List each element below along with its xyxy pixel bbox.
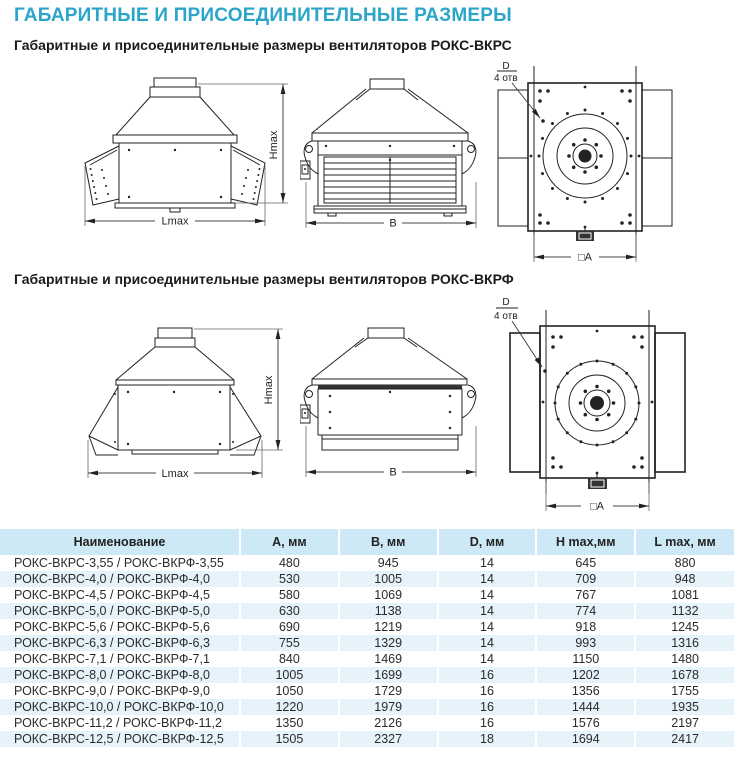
hmax-label: Hmax [268, 130, 280, 160]
dimension-value-cell: 1005 [339, 571, 438, 587]
section-vkrf-title: Габаритные и присоединительные размеры вентиляторов РОКС-ВКРФ [14, 271, 514, 287]
model-name-cell: РОКС-ВКРС-5,0 / РОКС-ВКРФ-5,0 [14, 604, 210, 618]
dimension-value-cell: 14 [438, 555, 537, 571]
dimension-value-cell: 755 [240, 635, 339, 651]
dimension-value-cell: 1350 [240, 715, 339, 731]
section-vkrs-title: Габаритные и присоединительные размеры вентиляторов РОКС-ВКРС [14, 37, 512, 53]
dimension-value-cell: 1694 [536, 731, 635, 747]
table-row [0, 571, 734, 587]
model-name-cell: РОКС-ВКРС-5,6 / РОКС-ВКРФ-5,6 [14, 620, 210, 634]
dimension-value-cell: 14 [438, 603, 537, 619]
table-row [0, 619, 734, 635]
mounting-holes-callout [494, 61, 545, 123]
column-header-dimension: В, мм [339, 529, 438, 555]
dimension-value-cell: 948 [635, 571, 734, 587]
table-row [0, 667, 734, 683]
dimension-value-cell: 690 [240, 619, 339, 635]
model-name-cell: РОКС-ВКРС-9,0 / РОКС-ВКРФ-9,0 [14, 684, 210, 698]
impeller-circles [538, 109, 633, 204]
model-name-cell: РОКС-ВКРС-3,55 / РОКС-ВКРФ-3,55 [14, 556, 224, 570]
dimension-value-cell: 16 [438, 683, 537, 699]
column-header-name: Наименование [0, 529, 240, 555]
vkrf-front-view-drawing [20, 292, 300, 517]
louvers [324, 157, 456, 203]
dimension-value-cell: 1220 [240, 699, 339, 715]
model-name-cell: РОКС-ВКРС-11,2 / РОКС-ВКРФ-11,2 [14, 716, 222, 730]
model-name-cell: РОКС-ВКРС-8,0 / РОКС-ВКРФ-8,0 [14, 668, 210, 682]
dimension-value-cell: 2197 [635, 715, 734, 731]
vkrf-drawings-row [0, 292, 734, 528]
dimensions-table [0, 529, 734, 747]
vkrs-top-view-drawing [490, 58, 734, 268]
table-row [0, 651, 734, 667]
dimension-value-cell: 14 [438, 651, 537, 667]
vkrf-side-view-drawing [300, 292, 490, 517]
dimension-value-cell: 1138 [339, 603, 438, 619]
dimension-value-cell: 14 [438, 587, 537, 603]
column-header-dimension: H max,мм [536, 529, 635, 555]
model-name-cell: РОКС-ВКРС-4,5 / РОКС-ВКРФ-4,5 [14, 588, 210, 602]
dimension-value-cell: 1219 [339, 619, 438, 635]
lmax-dimension [88, 440, 262, 480]
motor-box [300, 405, 310, 423]
table-row [0, 699, 734, 715]
table-body [0, 555, 734, 747]
hmax-dimension [194, 329, 283, 450]
model-name-cell: РОКС-ВКРС-10,0 / РОКС-ВКРФ-10,0 [14, 700, 224, 714]
dimension-value-cell: 1505 [240, 731, 339, 747]
d-label: D [502, 297, 510, 308]
impeller-circles [554, 360, 641, 447]
dimension-value-cell: 1150 [536, 651, 635, 667]
vkrs-side-view-drawing [300, 58, 490, 263]
dimension-value-cell: 840 [240, 651, 339, 667]
dimension-value-cell: 1755 [635, 683, 734, 699]
dimension-value-cell: 1444 [536, 699, 635, 715]
square-a-label: □A [578, 251, 592, 264]
table-row [0, 715, 734, 731]
dimension-value-cell: 2327 [339, 731, 438, 747]
table-header-row [0, 529, 734, 555]
table-row [0, 683, 734, 699]
table-row [0, 731, 734, 747]
model-name-cell: РОКС-ВКРС-4,0 / РОКС-ВКРФ-4,0 [14, 572, 210, 586]
dimension-value-cell: 14 [438, 619, 537, 635]
dimension-value-cell: 918 [536, 619, 635, 635]
motor-box [300, 161, 310, 179]
dimension-value-cell: 1005 [240, 667, 339, 683]
lmax-label: Lmax [161, 215, 189, 228]
fan-hood [312, 328, 467, 389]
lmax-dimension [85, 166, 265, 228]
vkrs-drawings-row [0, 58, 734, 270]
dimension-value-cell: 1480 [635, 651, 734, 667]
dimension-value-cell: 16 [438, 715, 537, 731]
dimension-value-cell: 945 [339, 555, 438, 571]
vkrs-front-view-drawing [20, 58, 300, 263]
fan-hood [116, 328, 234, 385]
table-row [0, 635, 734, 651]
fan-body [118, 385, 230, 454]
dimension-value-cell: 1356 [536, 683, 635, 699]
column-header-dimension: А, мм [240, 529, 339, 555]
b-label: B [389, 217, 397, 230]
dimension-value-cell: 1329 [339, 635, 438, 651]
model-name-cell: РОКС-ВКРС-12,5 / РОКС-ВКРФ-12,5 [14, 732, 224, 746]
dimension-value-cell: 580 [240, 587, 339, 603]
dimension-value-cell: 993 [536, 635, 635, 651]
dimension-value-cell: 2417 [635, 731, 734, 747]
dimension-value-cell: 880 [635, 555, 734, 571]
dimension-value-cell: 14 [438, 635, 537, 651]
dimension-value-cell: 645 [536, 555, 635, 571]
mounting-holes-callout [494, 297, 547, 373]
fan-body [115, 143, 235, 212]
dimension-value-cell: 774 [536, 603, 635, 619]
dimension-value-cell: 1469 [339, 651, 438, 667]
fan-body [318, 389, 462, 450]
junction-box [576, 226, 594, 241]
hmax-label: Hmax [263, 375, 275, 405]
lmax-label: Lmax [161, 468, 189, 480]
side-flaps [89, 387, 261, 455]
column-header-dimension: D, мм [438, 529, 537, 555]
dimension-value-cell: 14 [438, 571, 537, 587]
junction-box [588, 473, 607, 489]
dimension-value-cell: 1081 [635, 587, 734, 603]
dimension-value-cell: 1316 [635, 635, 734, 651]
table-row [0, 603, 734, 619]
dimension-value-cell: 16 [438, 699, 537, 715]
column-header-dimension: L max, мм [635, 529, 734, 555]
dimension-value-cell: 1935 [635, 699, 734, 715]
dimension-value-cell: 1050 [240, 683, 339, 699]
dimension-value-cell: 767 [536, 587, 635, 603]
page-title: ГАБАРИТНЫЕ И ПРИСОЕДИНИТЕЛЬНЫЕ РАЗМЕРЫ [14, 5, 512, 26]
side-flaps [85, 146, 265, 205]
dimension-value-cell: 1678 [635, 667, 734, 683]
holes-count-label: 4 отв [494, 311, 518, 322]
dimension-value-cell: 630 [240, 603, 339, 619]
holes-count-label: 4 отв [494, 73, 518, 84]
vkrf-top-view-drawing [490, 292, 734, 527]
dimension-value-cell: 1132 [635, 603, 734, 619]
dimension-value-cell: 709 [536, 571, 635, 587]
model-name-cell: РОКС-ВКРС-6,3 / РОКС-ВКРФ-6,3 [14, 636, 210, 650]
square-a-label: □A [590, 500, 604, 513]
dimension-value-cell: 1576 [536, 715, 635, 731]
table-row [0, 555, 734, 571]
b-dimension [306, 426, 476, 479]
dimension-value-cell: 2126 [339, 715, 438, 731]
b-label: B [389, 466, 397, 479]
table-row [0, 587, 734, 603]
dimension-value-cell: 1979 [339, 699, 438, 715]
dimension-value-cell: 1245 [635, 619, 734, 635]
dimension-value-cell: 18 [438, 731, 537, 747]
d-label: D [502, 61, 510, 72]
dimension-value-cell: 1069 [339, 587, 438, 603]
dimension-value-cell: 1729 [339, 683, 438, 699]
dimension-value-cell: 530 [240, 571, 339, 587]
dimension-value-cell: 480 [240, 555, 339, 571]
dimension-value-cell: 1202 [536, 667, 635, 683]
fan-hood [312, 79, 468, 141]
fan-hood [113, 78, 237, 143]
model-name-cell: РОКС-ВКРС-7,1 / РОКС-ВКРФ-7,1 [14, 652, 210, 666]
dimension-value-cell: 1699 [339, 667, 438, 683]
dimension-value-cell: 16 [438, 667, 537, 683]
